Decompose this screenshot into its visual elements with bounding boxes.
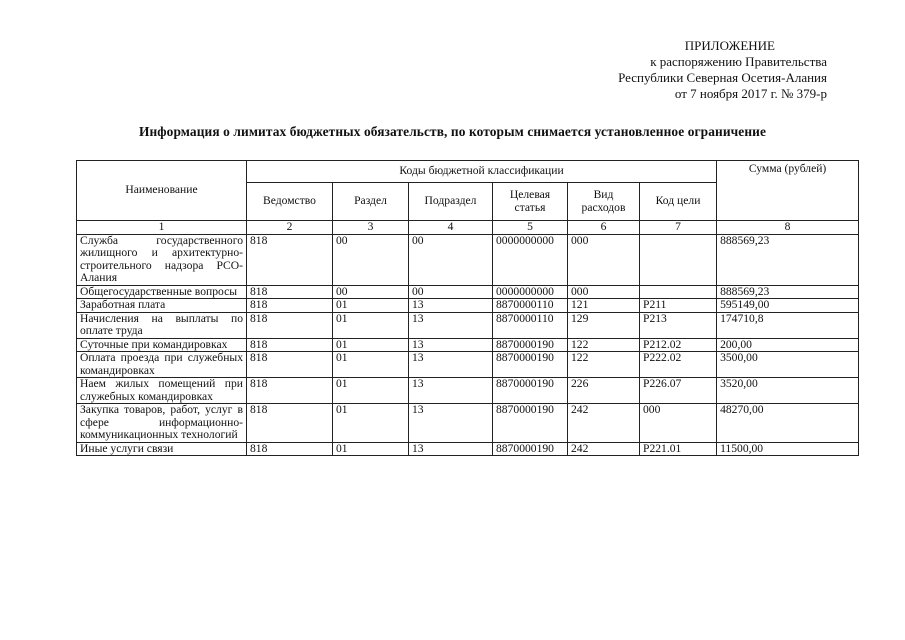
- row-subsection-cell: 13: [409, 378, 493, 404]
- row-target-cell: 8870000110: [493, 299, 568, 313]
- row-name-cell: Начисления на выплаты по оплате труда: [77, 312, 247, 338]
- row-goal-code-cell: [640, 234, 717, 285]
- row-subsection-cell: 00: [409, 285, 493, 299]
- row-dept-cell: 818: [247, 442, 333, 456]
- table-row: [77, 404, 859, 443]
- appendix-heading: ПРИЛОЖЕНИЕ: [684, 38, 775, 53]
- header-target: Целевая статья: [493, 183, 568, 221]
- row-exp-type-cell: 122: [568, 352, 640, 378]
- row-goal-code-cell: Р212.02: [640, 338, 717, 352]
- row-exp-type-cell: 121: [568, 299, 640, 313]
- row-section-cell: 01: [333, 299, 409, 313]
- row-exp-type-cell: 000: [568, 285, 640, 299]
- appendix-line-1: к распоряжению Правительства: [650, 54, 827, 69]
- appendix-block: [527, 38, 827, 102]
- row-goal-code-cell: Р213: [640, 312, 717, 338]
- header-exp-type: Вид расходов: [568, 183, 640, 221]
- column-number: 7: [640, 221, 717, 235]
- column-number: 4: [409, 221, 493, 235]
- row-sum-cell: 3520,00: [717, 378, 859, 404]
- table-row: [77, 352, 859, 378]
- row-exp-type-cell: 242: [568, 404, 640, 443]
- row-subsection-cell: 13: [409, 312, 493, 338]
- row-name-cell: Иные услуги связи: [77, 442, 247, 456]
- row-dept-cell: 818: [247, 378, 333, 404]
- row-sum-cell: 200,00: [717, 338, 859, 352]
- table-row: [77, 299, 859, 313]
- column-number: 3: [333, 221, 409, 235]
- row-section-cell: 01: [333, 378, 409, 404]
- table-row: [77, 234, 859, 285]
- row-sum-cell: 48270,00: [717, 404, 859, 443]
- row-goal-code-cell: Р222.02: [640, 352, 717, 378]
- header-sum: Сумма (рублей): [717, 161, 859, 221]
- table-row: [77, 312, 859, 338]
- column-number: 1: [77, 221, 247, 235]
- column-number: 6: [568, 221, 640, 235]
- row-target-cell: 8870000190: [493, 442, 568, 456]
- row-name-cell: Закупка товаров, работ, услуг в сфере информационно-коммуникационных технологий: [77, 404, 247, 443]
- header-subsection: Подраздел: [409, 183, 493, 221]
- row-dept-cell: 818: [247, 285, 333, 299]
- row-dept-cell: 818: [247, 312, 333, 338]
- row-dept-cell: 818: [247, 352, 333, 378]
- header-name: Наименование: [77, 161, 247, 221]
- row-section-cell: 01: [333, 442, 409, 456]
- row-name-cell: Суточные при командировках: [77, 338, 247, 352]
- row-name-cell: Служба государственного жилищного и архитектурно-строительного надзора РСО-Алания: [77, 234, 247, 285]
- row-name-cell: Общегосударственные вопросы: [77, 285, 247, 299]
- row-target-cell: 0000000000: [493, 285, 568, 299]
- row-goal-code-cell: [640, 285, 717, 299]
- row-target-cell: 8870000190: [493, 378, 568, 404]
- row-section-cell: 01: [333, 312, 409, 338]
- row-exp-type-cell: 242: [568, 442, 640, 456]
- row-goal-code-cell: Р226.07: [640, 378, 717, 404]
- column-number: 5: [493, 221, 568, 235]
- column-number-row: [77, 221, 859, 235]
- row-subsection-cell: 13: [409, 299, 493, 313]
- row-dept-cell: 818: [247, 338, 333, 352]
- row-goal-code-cell: Р221.01: [640, 442, 717, 456]
- row-goal-code-cell: 000: [640, 404, 717, 443]
- column-number: 8: [717, 221, 859, 235]
- row-name-cell: Оплата проезда при служебных командировках: [77, 352, 247, 378]
- row-section-cell: 00: [333, 285, 409, 299]
- row-target-cell: 8870000190: [493, 404, 568, 443]
- table-row: [77, 378, 859, 404]
- row-target-cell: 8870000190: [493, 338, 568, 352]
- row-sum-cell: 11500,00: [717, 442, 859, 456]
- row-subsection-cell: 00: [409, 234, 493, 285]
- row-section-cell: 00: [333, 234, 409, 285]
- row-exp-type-cell: 226: [568, 378, 640, 404]
- row-subsection-cell: 13: [409, 338, 493, 352]
- row-goal-code-cell: Р211: [640, 299, 717, 313]
- column-number: 2: [247, 221, 333, 235]
- row-section-cell: 01: [333, 352, 409, 378]
- row-name-cell: Заработная плата: [77, 299, 247, 313]
- row-target-cell: 0000000000: [493, 234, 568, 285]
- row-subsection-cell: 13: [409, 404, 493, 443]
- row-sum-cell: 888569,23: [717, 234, 859, 285]
- header-dept: Ведомство: [247, 183, 333, 221]
- header-codes-group: Коды бюджетной классификации: [247, 161, 717, 183]
- document-title: Информация о лимитах бюджетных обязательств, по которым снимается установленное ограничение: [138, 124, 767, 139]
- row-exp-type-cell: 000: [568, 234, 640, 285]
- row-sum-cell: 888569,23: [717, 285, 859, 299]
- appendix-line-3: от 7 ноября 2017 г. № 379-р: [674, 86, 827, 101]
- table-row: [77, 442, 859, 456]
- header-goal-code: Код цели: [640, 183, 717, 221]
- row-sum-cell: 3500,00: [717, 352, 859, 378]
- row-target-cell: 8870000110: [493, 312, 568, 338]
- budget-limits-table: [76, 160, 859, 456]
- row-section-cell: 01: [333, 404, 409, 443]
- row-sum-cell: 595149,00: [717, 299, 859, 313]
- row-dept-cell: 818: [247, 299, 333, 313]
- row-exp-type-cell: 129: [568, 312, 640, 338]
- row-subsection-cell: 13: [409, 442, 493, 456]
- row-sum-cell: 174710,8: [717, 312, 859, 338]
- row-subsection-cell: 13: [409, 352, 493, 378]
- table-row: [77, 338, 859, 352]
- row-dept-cell: 818: [247, 404, 333, 443]
- row-dept-cell: 818: [247, 234, 333, 285]
- header-section: Раздел: [333, 183, 409, 221]
- row-name-cell: Наем жилых помещений при служебных командировках: [77, 378, 247, 404]
- row-section-cell: 01: [333, 338, 409, 352]
- row-target-cell: 8870000190: [493, 352, 568, 378]
- row-exp-type-cell: 122: [568, 338, 640, 352]
- table-row: [77, 285, 859, 299]
- appendix-line-2: Республики Северная Осетия-Алания: [618, 70, 827, 85]
